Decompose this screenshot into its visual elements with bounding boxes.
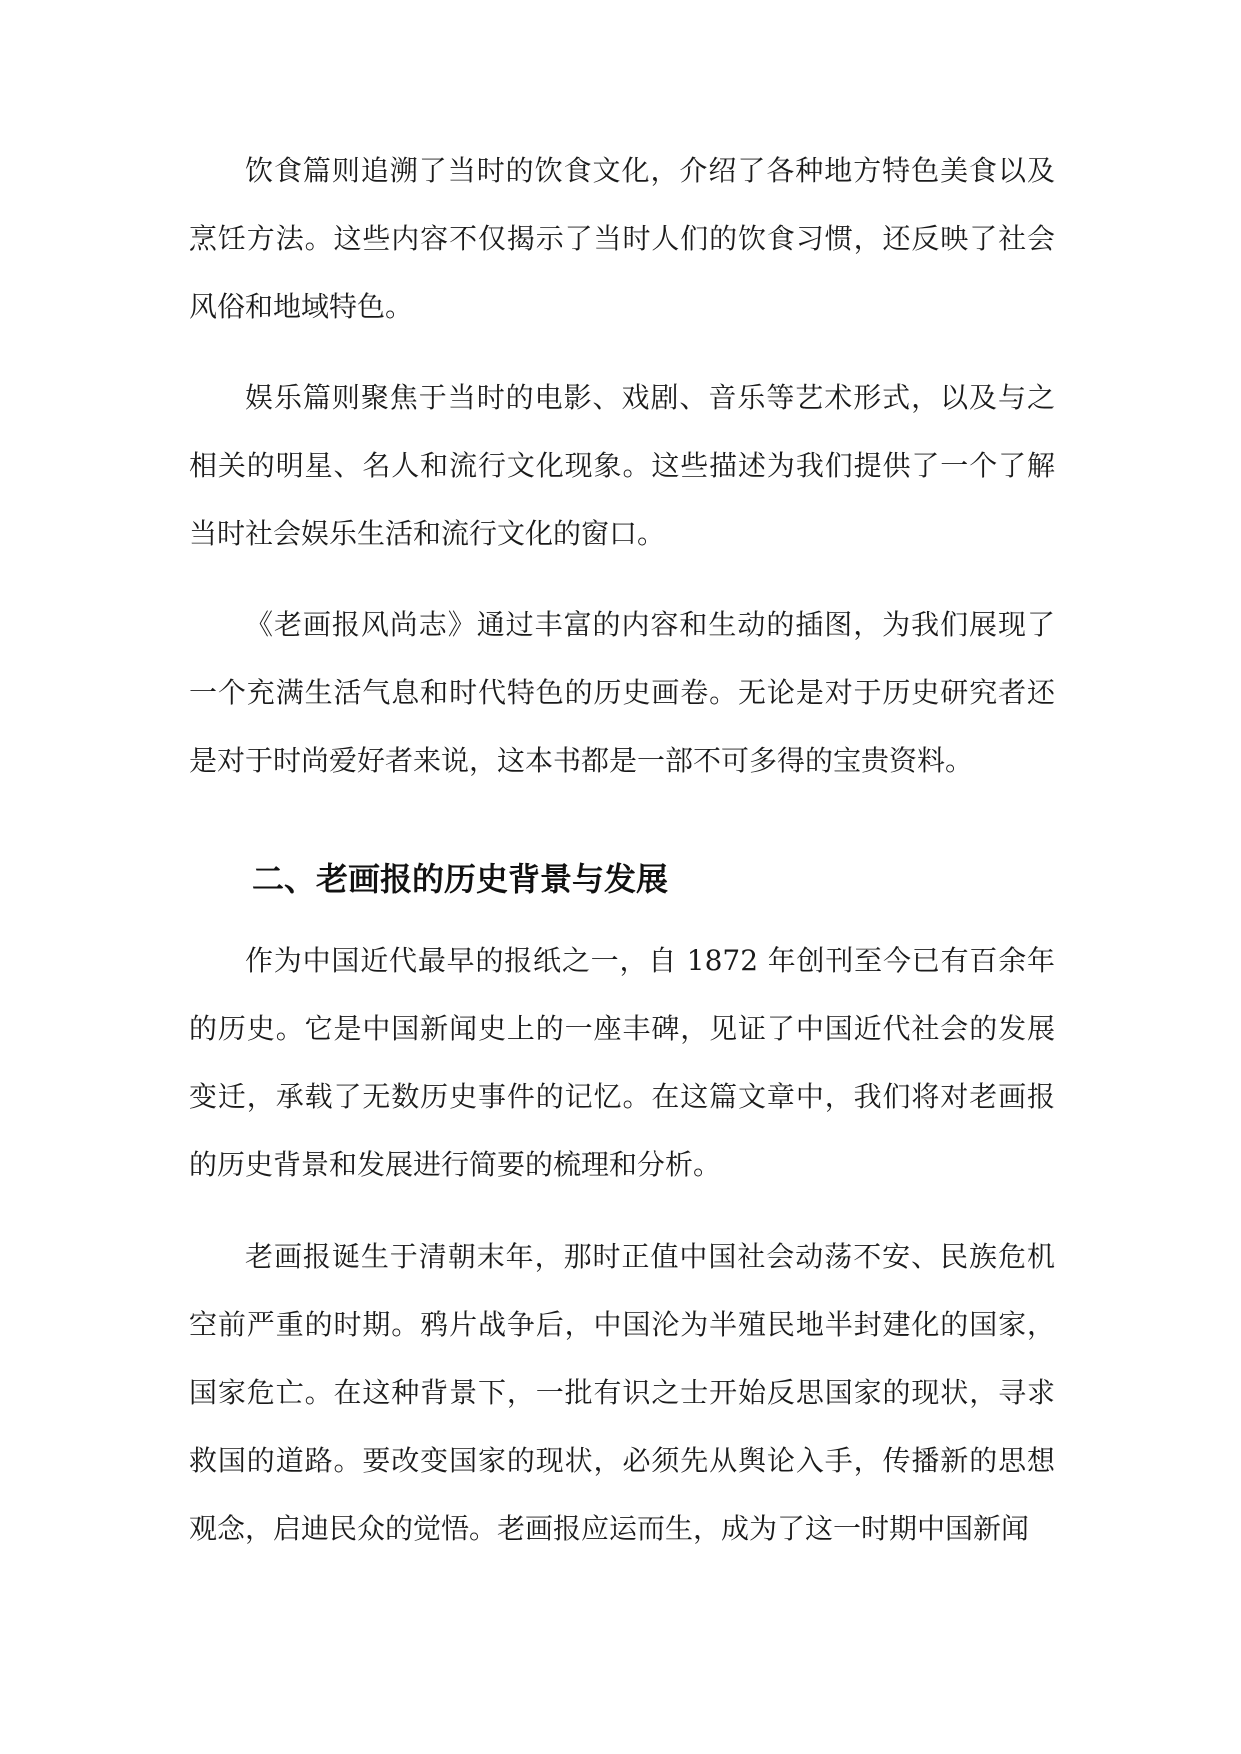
paragraph-book-summary: 《老画报风尚志》通过丰富的内容和生动的插图，为我们展现了一个充满生活气息和时代特色的历史画卷。无论是对于历史研究者还是对于时尚爱好者来说，这本书都是一部不可多得的宝贵资料。 [189,608,1055,777]
section-heading: 二、老画报的历史背景与发展 [252,860,669,898]
paragraph-history-origin: 老画报诞生于清朝末年，那时正值中国社会动荡不安、民族危机空前严重的时期。鸦片战争后，中国沦为半殖民地半封建化的国家，国家危亡。在这种背景下，一批有识之士开始反思国家的现状，寻求救国的道路。要改变国家的现状，必须先从舆论入手，传播新的思想观念，启迪民众的觉悟。老画报应运而生，成为了这一时期中国新闻 [189,1240,1055,1545]
document-body [189,137,1055,341]
document-body [189,927,1055,1199]
document-body [189,1223,1055,1563]
paragraph-food: 饮食篇则追溯了当时的饮食文化，介绍了各种地方特色美食以及烹饪方法。这些内容不仅揭示了当时人们的饮食习惯，还反映了社会风俗和地域特色。 [189,154,1055,323]
paragraph-history-intro: 作为中国近代最早的报纸之一，自 1872 年创刊至今已有百余年的历史。它是中国新闻史上的一座丰碑，见证了中国近代社会的发展变迁，承载了无数历史事件的记忆。在这篇文章中，我们将对老画报的历史背景和发展进行简要的梳理和分析。 [189,944,1055,1181]
paragraph-entertainment: 娱乐篇则聚焦于当时的电影、戏剧、音乐等艺术形式，以及与之相关的明星、名人和流行文化现象。这些描述为我们提供了一个了解当时社会娱乐生活和流行文化的窗口。 [189,381,1055,550]
document-body [189,591,1055,795]
document-body [189,364,1055,568]
